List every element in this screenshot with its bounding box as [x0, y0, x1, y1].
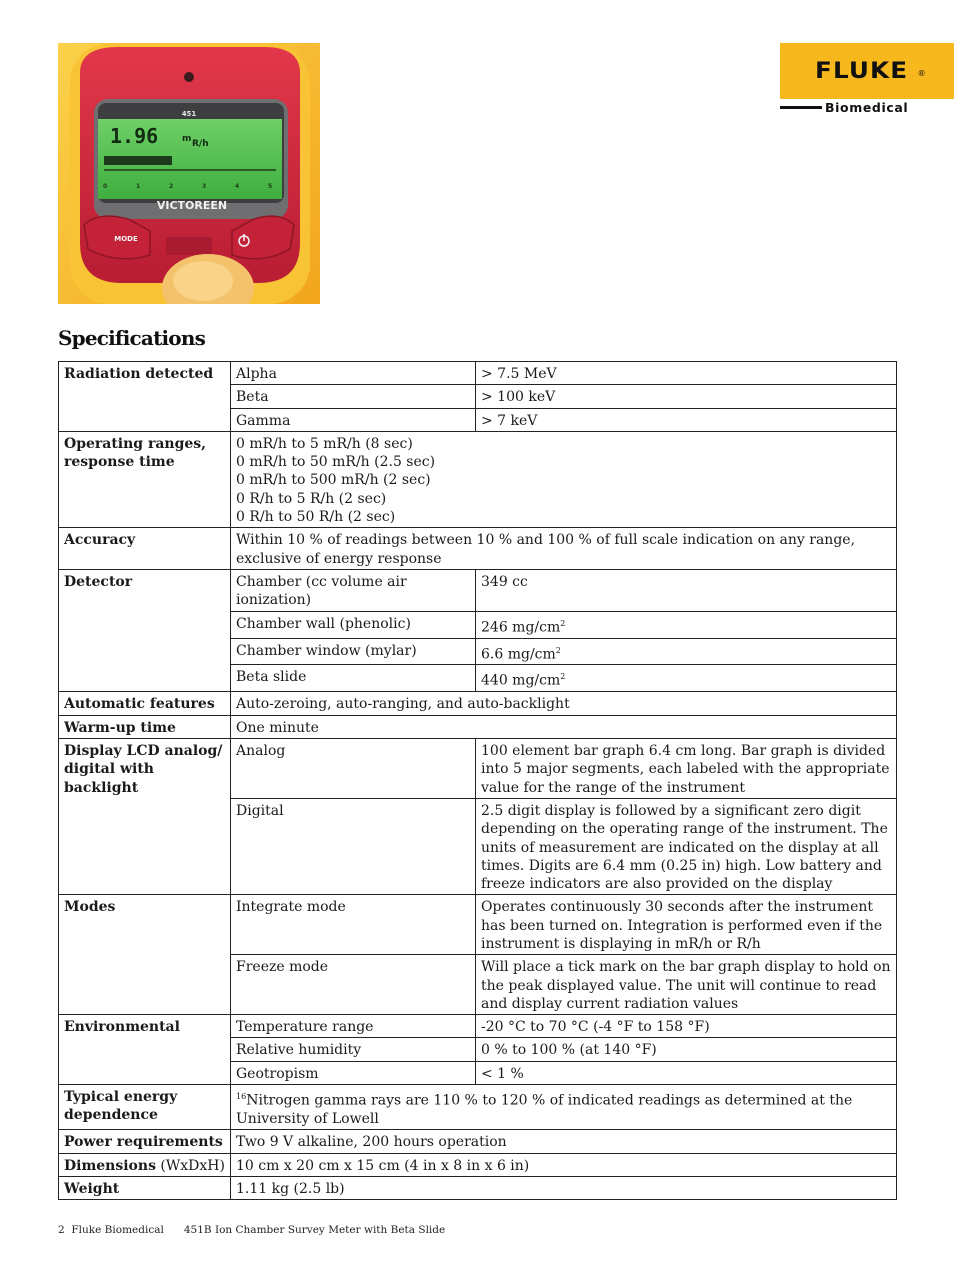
range-line: 0 mR/h to 5 mR/h (8 sec): [236, 435, 413, 452]
sub-label: Chamber wall (phenolic): [231, 611, 476, 638]
range-line: 0 R/h to 50 R/h (2 sec): [236, 509, 396, 526]
sub-value: [476, 611, 897, 638]
lcd-unit-prefix: m: [182, 134, 192, 144]
row-value: Two 9 V alkaline, 200 hours operation: [231, 1130, 897, 1153]
table-row: [59, 1130, 897, 1153]
sub-label: Beta: [231, 385, 476, 408]
sub-label: Temperature range: [231, 1015, 476, 1038]
table-row: [59, 362, 897, 385]
row-label: Weight: [59, 1176, 231, 1199]
range-line: 0 R/h to 5 R/h (2 sec): [236, 490, 387, 507]
lcd-scale-label: 0: [103, 183, 108, 190]
mode-button-label: MODE: [114, 235, 138, 243]
victoreen-label: VICTOREEN: [156, 199, 228, 212]
page-footer: 2 Fluke Biomedical 451B Ion Chamber Survey Meter with Beta Slide: [58, 1224, 446, 1236]
range-line: 0 mR/h to 500 mR/h (2 sec): [236, 472, 431, 489]
superscript: 16: [236, 1092, 247, 1102]
sub-label: Chamber (cc volume air ionization): [231, 569, 476, 611]
lcd-scale-label: 5: [268, 183, 273, 190]
sub-value: 349 cc: [476, 569, 897, 611]
lcd-scale-label: 1: [136, 183, 141, 190]
value-text: 440 mg/cm: [481, 673, 561, 690]
logo-registered: ®: [917, 68, 926, 78]
table-row: [59, 1176, 897, 1199]
model-label: 451: [181, 110, 197, 118]
logo-brand: FLUKE: [815, 58, 909, 84]
sub-label: Chamber window (mylar): [231, 638, 476, 665]
row-value: 10 cm x 20 cm x 15 cm (4 in x 8 in x 6 in): [231, 1153, 897, 1176]
value-text: Nitrogen gamma rays are 110 % to 120 % of indicated readings as determined at the University of Lowell: [236, 1092, 853, 1128]
product-photo: [58, 43, 320, 304]
row-label: Modes: [59, 895, 231, 1015]
table-row: [59, 569, 897, 611]
table-row: [59, 431, 897, 527]
sub-value: 2.5 digit display is followed by a significant zero digit depending on the operating range of the instrument. The units of measurement are indicated on the display at all times. Digits are 6.4 mm (0.25 in) high. Low battery and freeze indicators are also provided on the display: [476, 798, 897, 894]
lcd-bar-graph: [104, 156, 172, 165]
sub-label: Alpha: [231, 362, 476, 385]
fluke-biomedical-logo: [780, 43, 954, 118]
sub-value: > 7 keV: [476, 408, 897, 431]
sub-value: [476, 638, 897, 665]
sub-value: < 1 %: [476, 1061, 897, 1084]
lcd-unit: R/h: [192, 139, 209, 149]
row-value: [231, 431, 897, 527]
superscript: 2: [555, 645, 561, 655]
sub-label: Freeze mode: [231, 955, 476, 1015]
table-row: [59, 1015, 897, 1038]
value-text: 6.6 mg/cm: [481, 646, 556, 663]
row-value: Within 10 % of readings between 10 % and 100 % of full scale indication on any range, exclusive of energy response: [231, 528, 897, 570]
range-line: 0 mR/h to 50 mR/h (2.5 sec): [236, 454, 436, 471]
table-row: [59, 715, 897, 738]
row-label: Warm-up time: [59, 715, 231, 738]
sub-value: 0 % to 100 % (at 140 °F): [476, 1038, 897, 1061]
table-row: [59, 1085, 897, 1130]
sub-value: -20 °C to 70 °C (-4 °F to 158 °F): [476, 1015, 897, 1038]
sub-label: Relative humidity: [231, 1038, 476, 1061]
row-value: 1.11 kg (2.5 lb): [231, 1176, 897, 1199]
value-text: 246 mg/cm: [481, 619, 561, 636]
lcd-scale-label: 4: [235, 183, 240, 190]
row-label: Display LCD analog/ digital with backlight: [59, 739, 231, 895]
row-label: [59, 1153, 231, 1176]
superscript: 2: [560, 672, 566, 682]
row-label: Accuracy: [59, 528, 231, 570]
table-row: [59, 692, 897, 715]
label-text: Dimensions: [64, 1157, 156, 1174]
row-label: Operating ranges, response time: [59, 431, 231, 527]
sub-label: Beta slide: [231, 665, 476, 692]
section-heading: Specifications: [58, 326, 206, 350]
lcd-scale-label: 3: [202, 183, 207, 190]
sub-value: Will place a tick mark on the bar graph display to hold on the peak displayed value. The unit will continue to read and display current radiation values: [476, 955, 897, 1015]
table-row: [59, 739, 897, 799]
table-row: [59, 1153, 897, 1176]
row-label: Automatic features: [59, 692, 231, 715]
row-value: [231, 1085, 897, 1130]
label-suffix: (WxDxH): [155, 1157, 225, 1174]
lcd-scale-label: 2: [169, 183, 174, 190]
lcd-reading: 1.96: [110, 124, 159, 148]
sub-value: Operates continuously 30 seconds after the instrument has been turned on. Integration is performed even if the instrument is displaying in mR/h or R/h: [476, 895, 897, 955]
sub-label: Integrate mode: [231, 895, 476, 955]
row-value: Auto-zeroing, auto-ranging, and auto-backlight: [231, 692, 897, 715]
sub-value: [476, 665, 897, 692]
row-label: Environmental: [59, 1015, 231, 1085]
specifications-table: [58, 361, 897, 1200]
sub-label: Gamma: [231, 408, 476, 431]
row-label: Radiation detected: [59, 362, 231, 432]
table-row: [59, 528, 897, 570]
sub-value: 100 element bar graph 6.4 cm long. Bar graph is divided into 5 major segments, each labeled with the appropriate value for the range of the instrument: [476, 739, 897, 799]
row-value: One minute: [231, 715, 897, 738]
sub-label: Geotropism: [231, 1061, 476, 1084]
row-label: Typical energy dependence: [59, 1085, 231, 1130]
table-row: [59, 895, 897, 955]
sub-label: Analog: [231, 739, 476, 799]
sub-value: > 7.5 MeV: [476, 362, 897, 385]
sub-label: Digital: [231, 798, 476, 894]
superscript: 2: [560, 618, 566, 628]
logo-subtitle: Biomedical: [825, 100, 909, 115]
row-label: Detector: [59, 569, 231, 691]
sub-value: > 100 keV: [476, 385, 897, 408]
row-label: Power requirements: [59, 1130, 231, 1153]
